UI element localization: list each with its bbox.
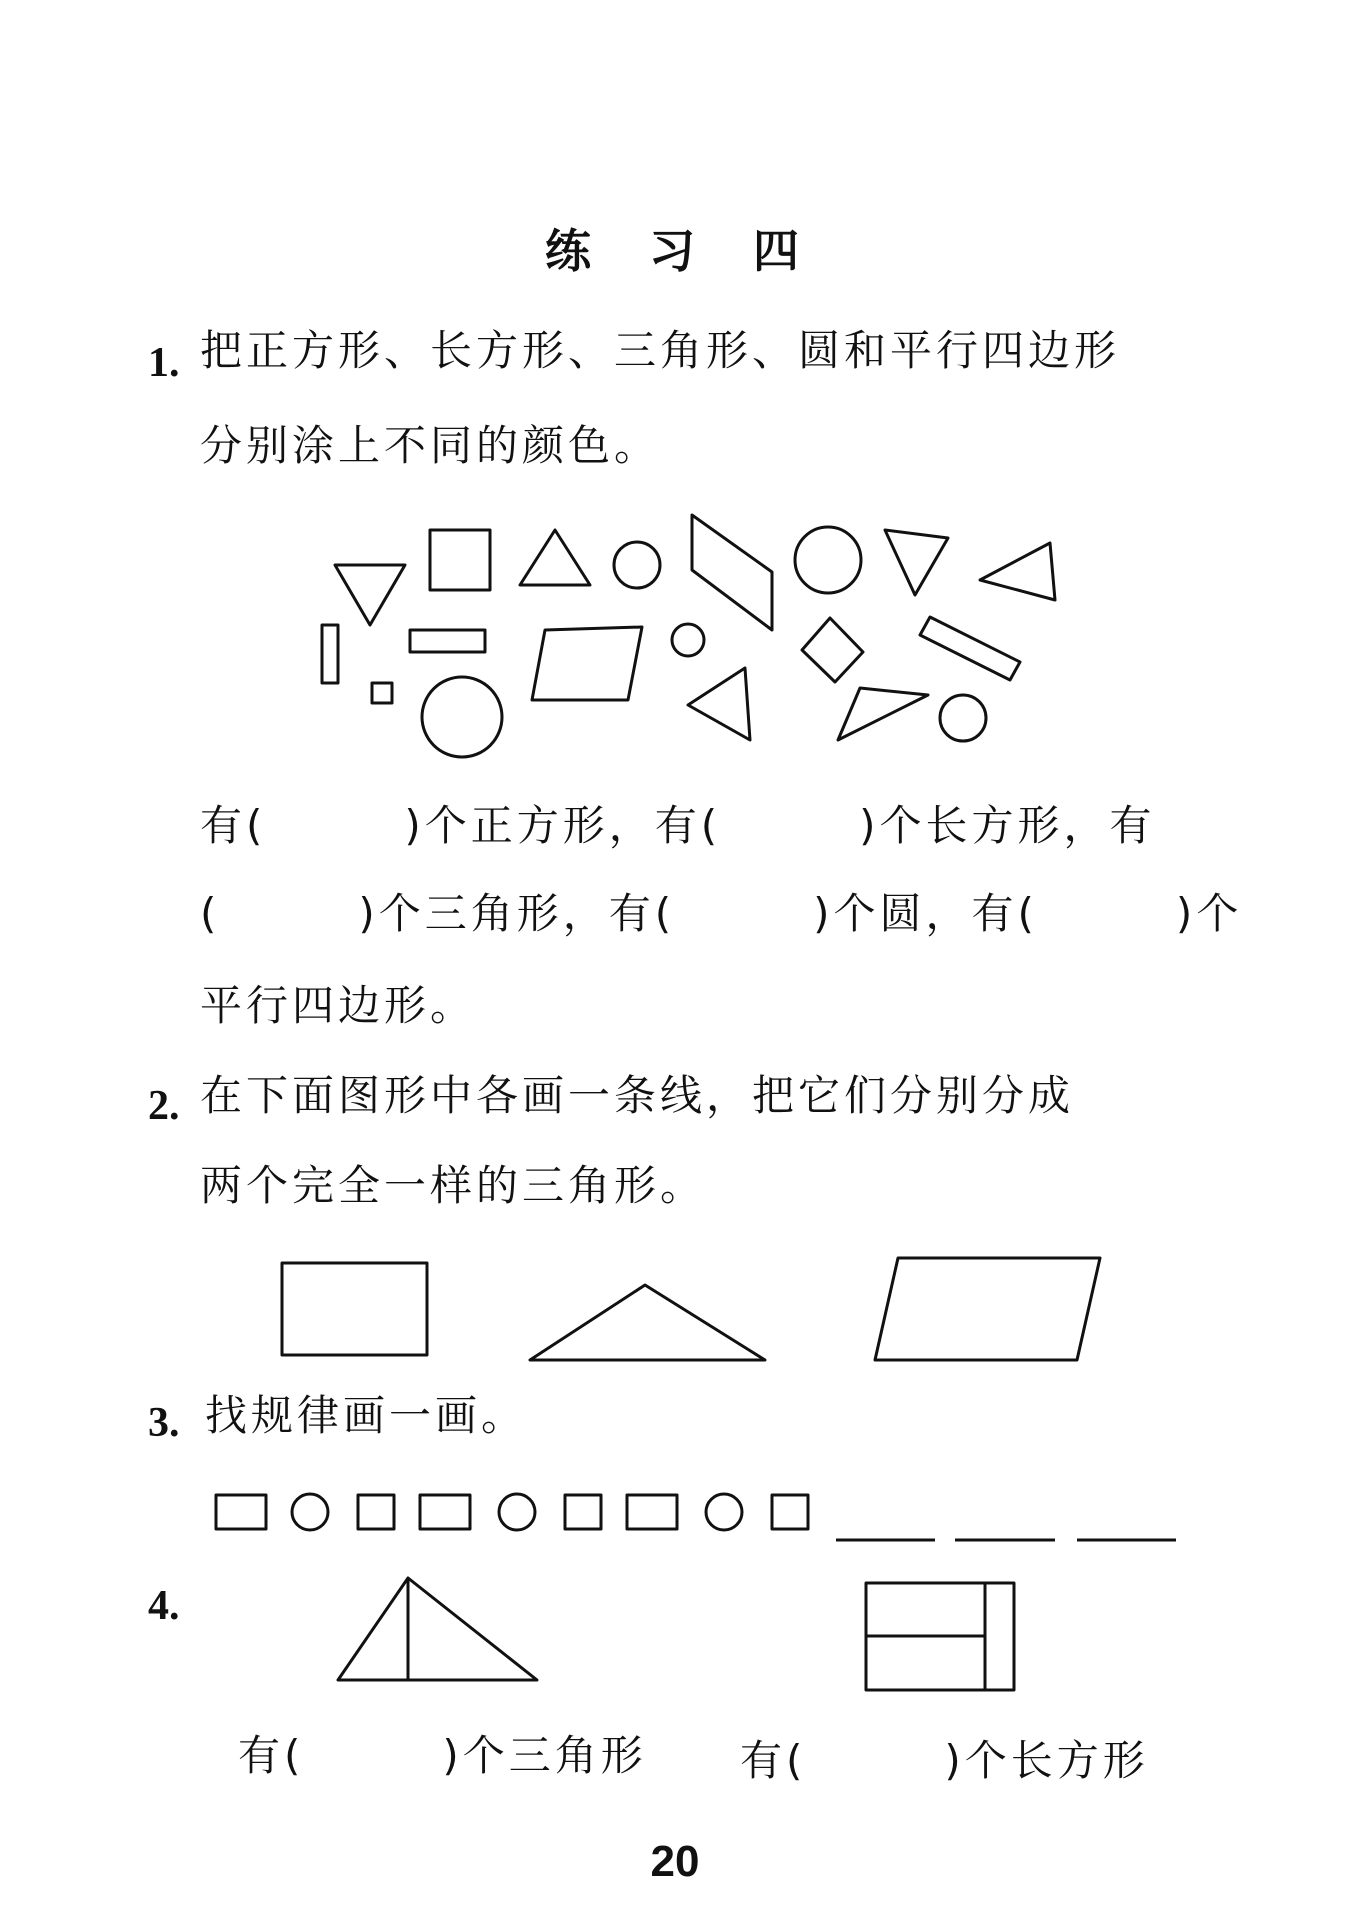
- tilted-rect-shape: [802, 618, 863, 682]
- q1-answer-line2[interactable]: ( )个三角形，有( )个圆，有( )个: [200, 889, 1243, 938]
- circle-shape: [795, 527, 861, 593]
- pattern-rect-1: [216, 1495, 266, 1529]
- q3-text: 找规律画一画。: [205, 1391, 528, 1440]
- q1-number: 1.: [148, 340, 180, 386]
- q4-triangle-figure: [338, 1578, 537, 1680]
- triangle-flat-shape: [838, 688, 928, 740]
- q4-number: 4.: [148, 1583, 180, 1629]
- q4-answer-rectangles[interactable]: 有( )个长方形: [740, 1736, 1149, 1785]
- q2-parallelogram-figure: [875, 1258, 1100, 1360]
- pattern-rect-3: [627, 1495, 677, 1529]
- q1-shapes: [322, 515, 1055, 757]
- pattern-square-2: [565, 1495, 601, 1529]
- q4-figures: [338, 1578, 1014, 1690]
- triangle-left-small-shape: [688, 668, 750, 740]
- q2-figures: [282, 1258, 1100, 1360]
- q2-rectangle-figure: [282, 1263, 427, 1355]
- tilted-long-rect-shape: [920, 617, 1020, 680]
- page-title: 练 习 四: [545, 224, 805, 278]
- q1-text-line2: 分别涂上不同的颜色。: [200, 421, 661, 470]
- pattern-rect-2: [420, 1495, 470, 1529]
- triangle-up-shape: [520, 530, 590, 585]
- parallelogram-tilted-shape: [692, 515, 772, 630]
- q2-triangle-figure: [530, 1285, 765, 1360]
- square-shape: [430, 530, 490, 590]
- long-rect-shape: [410, 630, 485, 652]
- triangle-down-right-shape: [885, 530, 948, 595]
- pattern-circle-1: [292, 1494, 328, 1530]
- big-circle-shape: [422, 677, 502, 757]
- q2-number: 2.: [148, 1083, 180, 1129]
- tiny-circle-shape: [672, 624, 704, 656]
- pattern-circle-2: [499, 1494, 535, 1530]
- q2-text-line2: 两个完全一样的三角形。: [200, 1161, 707, 1210]
- triangle-down-shape: [335, 565, 405, 625]
- pattern-square-3: [772, 1495, 808, 1529]
- circle-small-right-shape: [940, 695, 986, 741]
- q3-number: 3.: [148, 1400, 180, 1446]
- pattern-square-1: [358, 1495, 394, 1529]
- parallelogram-shape: [532, 627, 642, 700]
- q1-answer-line3: 平行四边形。: [200, 981, 477, 1030]
- small-circle-shape: [614, 542, 660, 588]
- q2-text-line1: 在下面图形中各画一条线，把它们分别分成: [200, 1071, 1075, 1120]
- thin-vertical-rect-shape: [322, 625, 338, 683]
- q1-text-line1: 把正方形、长方形、三角形、圆和平行四边形: [200, 326, 1121, 375]
- triangle-left-shape: [980, 543, 1055, 600]
- q1-answer-line1[interactable]: 有( )个正方形，有( )个长方形，有: [200, 801, 1156, 850]
- tiny-square-shape: [372, 683, 392, 703]
- pattern-circle-3: [706, 1494, 742, 1530]
- q4-answer-triangles[interactable]: 有( )个三角形: [238, 1731, 647, 1780]
- page-number: 20: [650, 1837, 700, 1886]
- q3-pattern: [216, 1494, 1176, 1540]
